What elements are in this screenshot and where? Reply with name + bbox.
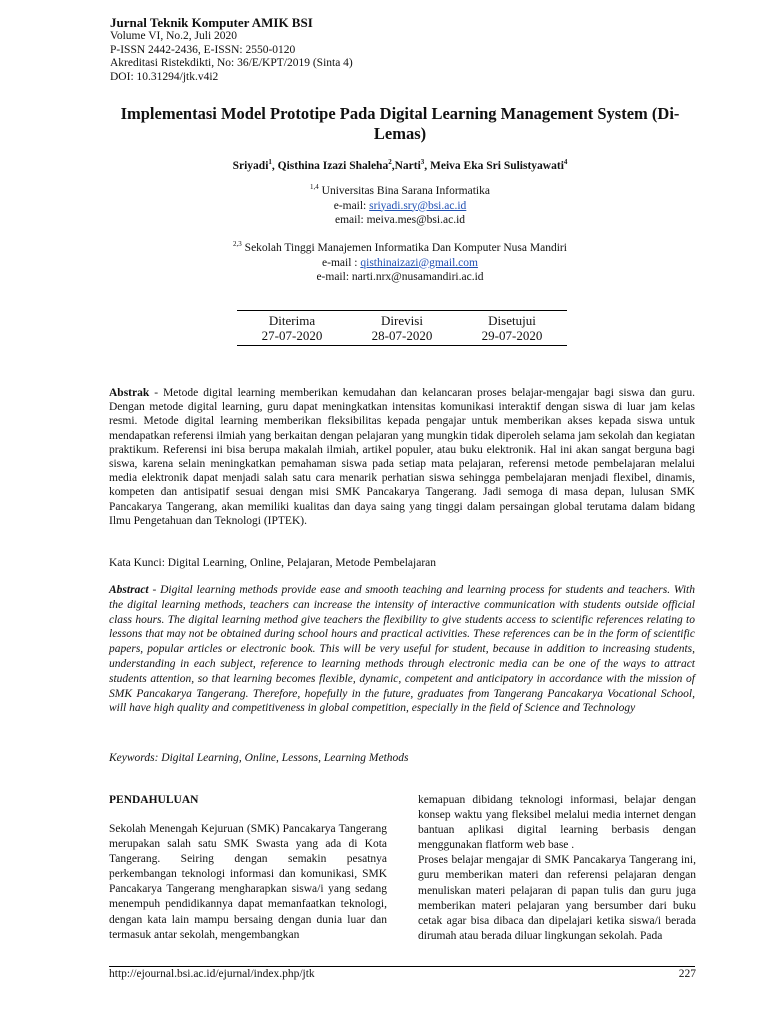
- journal-issn: P-ISSN 2442-2436, E-ISSN: 2550-0120: [110, 43, 296, 56]
- abstract-en-text: - Digital learning methods provide ease and smooth teaching and learning process for students and teachers. With the digital learning methods, teachers can increase the intensity of interactive communication with students outside official class hours. The digital learning method give teachers the flexibility to give students access to scientific references relating to lessons that may not be obtained during school hours and practical activities. These references can be in the form of scientific papers, popular articles or electronic book. This will be very useful for student, because in addition to increasing students, understanding in each subject, reference to learning methods through electronic media can be one of the ways to attract students attention, so that learning becomes flexible, dynamic, competent and anticipatory in accordance with the mission of SMK Pancakarya Tangerang. Therefore, hopefully in the future, graduates from Tangerang Pancakarya Vocational School, will have high quality and competitiveness in global competition, especially in the field of Science and Technology: [109, 584, 695, 715]
- author-name: Narti: [394, 160, 421, 172]
- affiliation-sup: 1,4: [310, 183, 319, 192]
- abstract-id: [109, 386, 695, 528]
- date-label: Direvisi: [381, 313, 423, 328]
- email-text: e-mail: narti.nrx@nusamandiri.ac.id: [316, 271, 484, 283]
- affiliation-1: [100, 184, 700, 228]
- email-label: e-mail :: [322, 256, 361, 269]
- body-left-column: Sekolah Menengah Kejuruan (SMK) Pancakarya Tangerang merupakan salah satu SMK Swasta yang ada di Kota Tangerang. Seiring dengan semakin pesatnya perkembangan teknologi informasi dan komunikasi, SMK Pancakarya Tangerang mengharapkan siswa/i yang sedang menempuh pendidikannya dapat memanfaatkan teknologi, dengan kata lain mampu bersaing dengan dunia luar dan termasuk antar sekolah, mengembangkan: [109, 823, 387, 941]
- author-sup: 4: [563, 158, 568, 167]
- date-received: [237, 313, 347, 343]
- body-paragraph: kemapuan dibidang teknologi informasi, belajar dengan konsep waktu yang fleksibel melalui media internet dengan bantuan aplikasi digital learning berbasis dengan menggunakan flatform web base .: [418, 794, 696, 852]
- affiliation-sup: 2,3: [233, 240, 242, 249]
- journal-volume: Volume VI, No.2, Juli 2020: [110, 30, 238, 42]
- keywords-id: Kata Kunci: Digital Learning, Online, Pelajaran, Metode Pembelajaran: [109, 557, 436, 569]
- email-link[interactable]: qisthinaizazi@gmail.com: [360, 256, 478, 269]
- affiliation-name: Sekolah Tinggi Manajemen Informatika Dan Komputer Nusa Mandiri: [241, 242, 567, 254]
- author-sup: 3: [420, 158, 425, 167]
- date-label: Diterima: [268, 313, 316, 328]
- affiliation-name: Universitas Bina Sarana Informatika: [318, 185, 490, 197]
- date-label: Disetujui: [488, 313, 536, 328]
- body-paragraph: Proses belajar mengajar di SMK Pancakarya Tangerang ini, guru memberikan materi dan referensi pelajaran dengan menuliskan materi pelajaran di papan tulis dan guru juga memberikan materi pelajaran yang bersumber dari buku cetak agar bisa dibaca dan dipelajari ketika siswa/i berada dirumah atau berada diluar lingkungan sekolah. Pada: [418, 854, 696, 942]
- keywords-en: Keywords: Digital Learning, Online, Lessons, Learning Methods: [109, 752, 409, 764]
- journal-name: Jurnal Teknik Komputer AMIK BSI: [110, 15, 313, 30]
- page-number: 227: [678, 968, 696, 980]
- email-link[interactable]: sriyadi.sry@bsi.ac.id: [369, 199, 467, 212]
- footer-url[interactable]: http://ejournal.bsi.ac.id/ejurnal/index.php/jtk: [109, 968, 315, 980]
- email-label: e-mail:: [333, 199, 370, 212]
- journal-doi: DOI: 10.31294/jtk.v4i2: [110, 70, 219, 83]
- section-title: PENDAHULUAN: [109, 794, 199, 806]
- author-name: Sriyadi: [232, 160, 269, 172]
- footer-divider: [109, 966, 695, 967]
- journal-accreditation: Akreditasi Ristekdikti, No: 36/E/KPT/2019 (Sinta 4): [110, 57, 353, 69]
- date-revised: [347, 313, 457, 343]
- email-text: email: meiva.mes@bsi.ac.id: [334, 214, 466, 226]
- date-approved: [457, 313, 567, 343]
- paper-title: Implementasi Model Prototipe Pada Digital Learning Management System (Di-Lemas): [120, 104, 680, 143]
- abstract-id-label: Abstrak: [109, 387, 150, 399]
- abstract-en-label: Abstract: [109, 584, 149, 596]
- author-sup: 2: [388, 158, 392, 167]
- author-list: Sriyadi$^1$, Qisthina Izazi Shaleha$^2$,Narti$^3$, Meiva Eka Sri Sulistyawati$^4$: [232, 158, 568, 172]
- abstract-id-text: - Metode digital learning memberikan kemudahan dan kelancaran proses belajar-mengajar bagi siswa dan guru. Dengan metode digital learning, guru dapat meningkatkan intensitas komunikasi interaktif dengan siswa di luar jam kelas resmi. Metode digital learning memberikan fleksibilitas kepada pengajar untuk memberikan akses kepada siswa untuk mendapatkan referensi ilmiah yang berkaitan dengan pelajaran yang mungkin tidak diperoleh selama jam sekolah dan kegiatan praktikum. Referensi ini bisa berupa makalah ilmiah, artikel populer, atau buku elektronik. Hal ini akan sangat berguna bagi siswa, karena selain meningkatkan pemahaman siswa pada setiap mata pelajaran, referensi metode pembelajaran melalui media elektronik dapat menjadi salah satu cara menarik perhatian siswa sehingga pembelajaran menjadi flexibel, dinamis, kompeten dan antisipatif sesuai dengan misi SMK Pancakarya Tangerang. Jadi semoga di masa depan, lulusan SMK Pancakarya Tangerang, akan memiliki kualitas dan daya saing yang tinggi dalam persaingan global terutama dalam bidang Ilmu Pengetahuan dan Teknologi (IPTEK).: [109, 387, 695, 527]
- dates-table: [237, 310, 567, 346]
- abstract-en: [109, 583, 695, 716]
- body-right-column: [418, 793, 696, 944]
- author-sup: 1: [268, 158, 272, 167]
- author-name: Meiva Eka Sri Sulistyawati: [430, 160, 564, 172]
- journal-header: [110, 15, 353, 84]
- affiliation-2: [100, 241, 700, 285]
- date-value: 28-07-2020: [371, 328, 433, 343]
- date-value: 27-07-2020: [261, 328, 323, 343]
- author-name: Qisthina Izazi Shaleha: [277, 160, 389, 172]
- date-value: 29-07-2020: [481, 328, 543, 343]
